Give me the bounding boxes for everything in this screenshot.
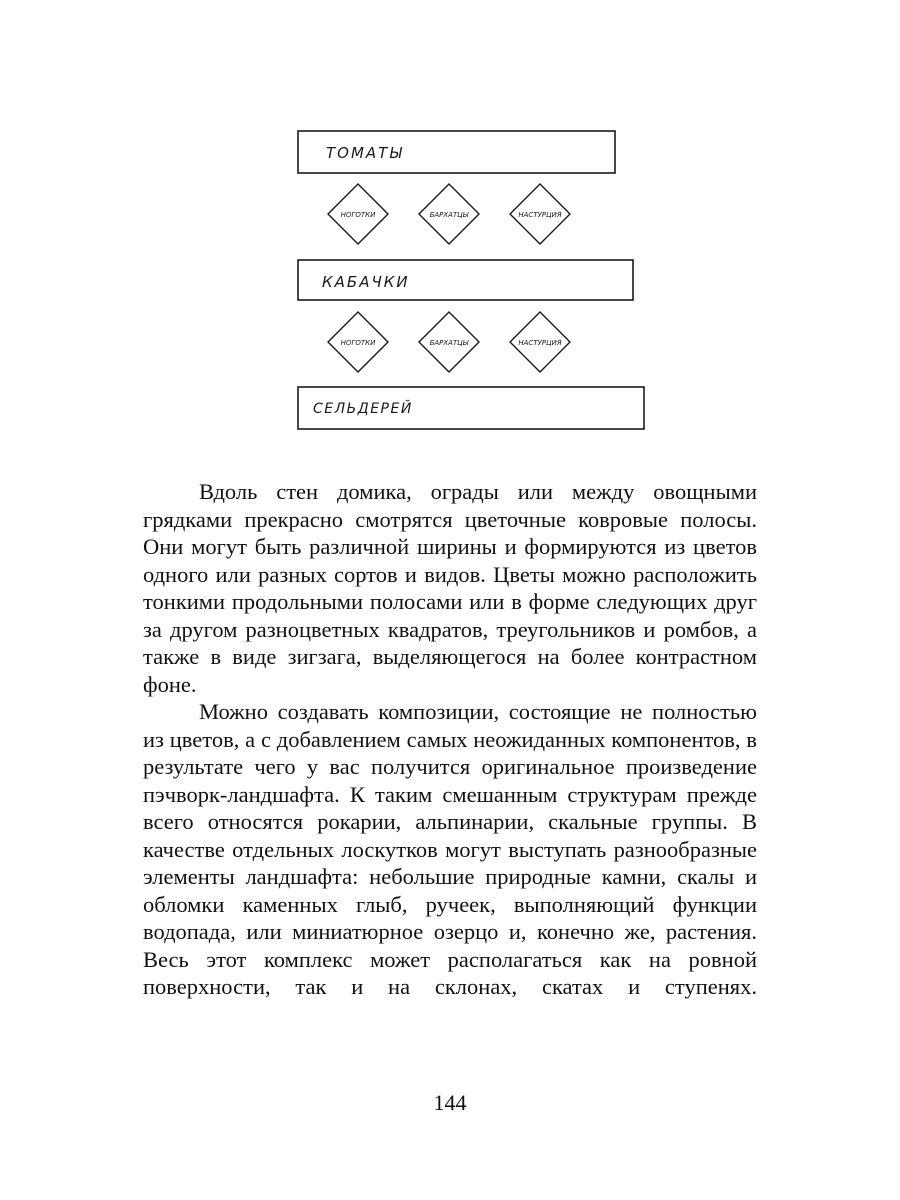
diamond-tagetes-1-label: БАРХАТЦЫ (429, 211, 469, 219)
body-text (143, 478, 757, 1001)
bed-celery-label: СЕЛЬДЕРЕЙ (313, 401, 413, 417)
page-number: 144 (433, 1090, 467, 1115)
diamond-nasturtium-1-label: НАСТУРЦИЯ (518, 211, 562, 219)
bed-zucchini-label: КАБАЧКИ (322, 273, 410, 291)
garden-bed-diagram (0, 0, 900, 460)
diamond-tagetes-2-label: БАРХАТЦЫ (429, 339, 469, 347)
diamond-marigold-2-label: НОГОТКИ (340, 339, 376, 347)
diamond-nasturtium-2-label: НАСТУРЦИЯ (518, 339, 562, 347)
paragraph-1: Вдоль стен домика, ограды или между овощными грядками прекрасно смотрятся цветочные ковровые полосы. Они могут быть различной ширины и формируются из цветов одного или разных сортов и видов. Цветы можно расположить тонкими продольными полосами или в форме следующих друг за другом разноцветных квадратов, треугольников и ромбов, а также в виде зигзага, выделяющегося на более контрастном фоне. (143, 479, 757, 697)
bed-tomatoes-label: ТОМАТЫ (326, 144, 404, 162)
diamond-marigold-1-label: НОГОТКИ (340, 211, 376, 219)
paragraph-2: Можно создавать композиции, состоящие не полностью из цветов, а с добавлением самых неожиданных компонентов, в результате чего у вас получится оригинальное произведение пэчворк-ландшафта. К таким смешанным структурам прежде всего относятся рокарии, альпинарии, скальные группы. В качестве отдельных лоскутков могут выступать разнообразные элементы ландшафта: небольшие природные камни, скалы и обломки каменных глыб, ручеек, выполняющий функции водопада, или миниатюрное озерцо и, конечно же, растения. Весь этот комплекс может располагаться как на ровной поверхности, так и на склонах, скатах и ступенях. (143, 699, 757, 999)
